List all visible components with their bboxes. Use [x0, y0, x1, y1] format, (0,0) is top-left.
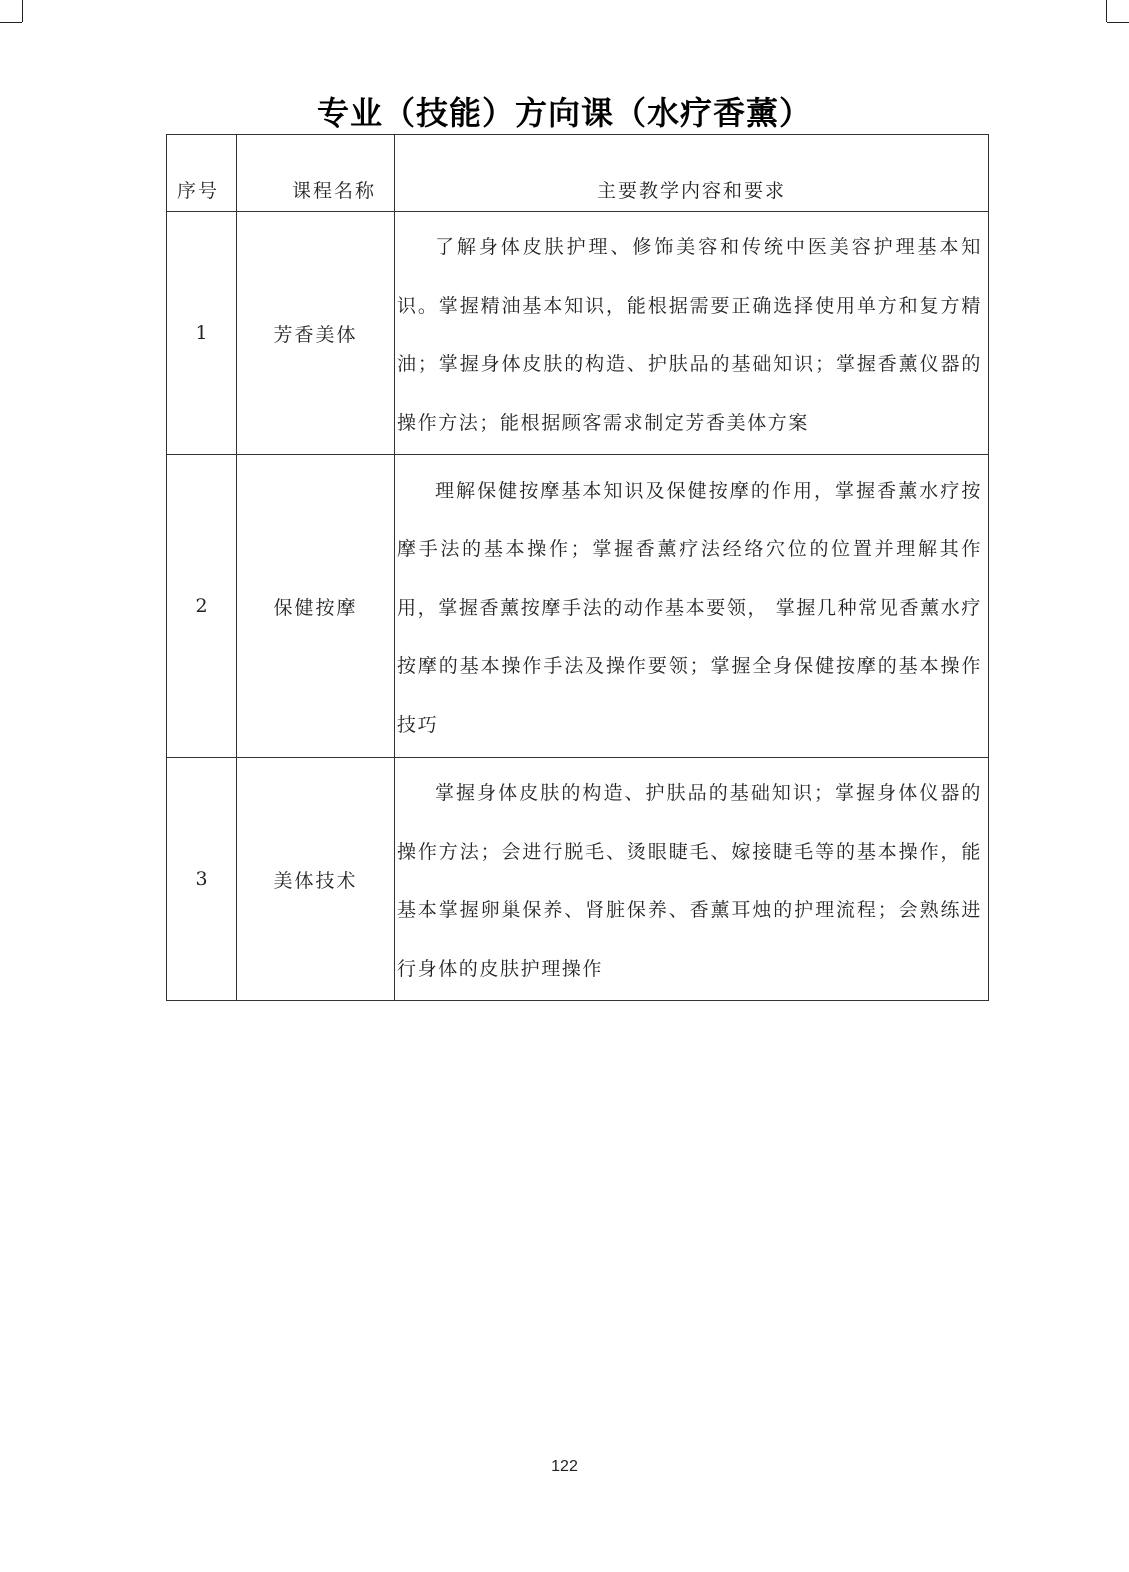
row-serial-number: 3 [167, 758, 237, 1001]
course-table [166, 134, 989, 1001]
row-serial-number: 2 [167, 455, 237, 758]
table-header-row [167, 135, 989, 212]
header-serial-number: 序号 [167, 135, 237, 212]
table-row [167, 212, 989, 455]
row-content-text: 了解身体皮肤护理、修饰美容和传统中医美容护理基本知识。掌握精油基本知识，能根据需要正确选择使用单方和复方精油；掌握身体皮肤的构造、护肤品的基础知识；掌握香薰仪器的操作方法；能根据顾客需求制定芳香美体方案 [397, 236, 982, 434]
header-content-requirements: 主要教学内容和要求 [395, 135, 989, 212]
row-content-text: 理解保健按摩基本知识及保健按摩的作用，掌握香薰水疗按摩手法的基本操作；掌握香薰疗法经络穴位的位置并理解其作用，掌握香薰按摩手法的动作基本要领， 掌握几种常见香薰水疗按摩的基本操作手法及操作要领；掌握全身保健按摩的基本操作技巧 [397, 479, 982, 736]
crop-mark-top-left [0, 22, 22, 23]
row-course-name: 保健按摩 [237, 455, 395, 758]
row-content-cell [395, 212, 989, 455]
header-course-name: 课程名称 [237, 135, 395, 212]
row-serial-number: 1 [167, 212, 237, 455]
page-title: 专业（技能）方向课（水疗香薰） [316, 94, 812, 132]
crop-mark-top-right-vertical [1106, 0, 1107, 22]
table-row [167, 758, 989, 1001]
page-number: 122 [551, 1458, 578, 1475]
table-row [167, 455, 989, 758]
crop-mark-top-right [1107, 22, 1129, 23]
row-content-text: 掌握身体皮肤的构造、护肤品的基础知识；掌握身体仪器的操作方法；会进行脱毛、烫眼睫毛、嫁接睫毛等的基本操作，能基本掌握卵巢保养、肾脏保养、香薰耳烛的护理流程；会熟练进行身体的皮肤护理操作 [397, 782, 982, 980]
row-content-cell [395, 455, 989, 758]
row-course-name: 美体技术 [237, 758, 395, 1001]
row-course-name: 芳香美体 [237, 212, 395, 455]
crop-mark-top-left-vertical [22, 0, 23, 22]
row-content-cell [395, 758, 989, 1001]
